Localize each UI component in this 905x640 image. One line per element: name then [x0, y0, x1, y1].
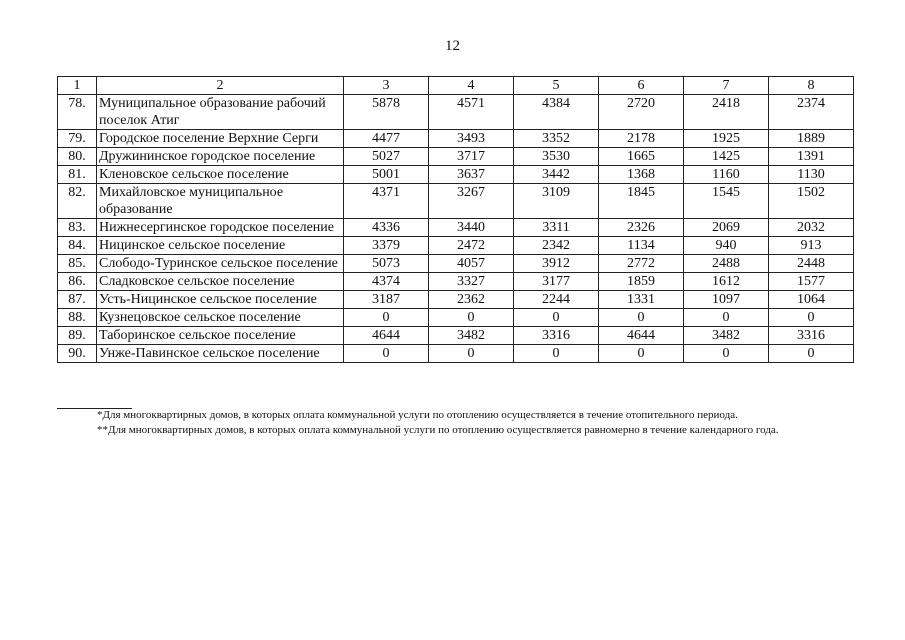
value-cell: 4571 [429, 95, 514, 130]
settlement-name: Михайловское муниципальное образование [97, 184, 344, 219]
table-row [58, 219, 854, 237]
table-row [58, 130, 854, 148]
value-cell: 3316 [769, 327, 854, 345]
value-cell: 1925 [684, 130, 769, 148]
settlement-name: Кузнецовское сельское поселение [97, 309, 344, 327]
value-cell: 2244 [514, 291, 599, 309]
value-cell: 5878 [344, 95, 429, 130]
value-cell: 1134 [599, 237, 684, 255]
value-cell: 0 [514, 309, 599, 327]
column-header: 1 [58, 77, 97, 95]
column-header: 4 [429, 77, 514, 95]
row-number: 89. [58, 327, 97, 345]
settlement-name: Унже-Павинское сельское поселение [97, 345, 344, 363]
value-cell: 4477 [344, 130, 429, 148]
settlement-name: Ницинское сельское поселение [97, 237, 344, 255]
page-number: 12 [445, 38, 460, 54]
value-cell: 0 [514, 345, 599, 363]
settlement-name: Кленовское сельское поселение [97, 166, 344, 184]
value-cell: 3267 [429, 184, 514, 219]
row-number: 90. [58, 345, 97, 363]
settlement-name: Городское поселение Верхние Серги [97, 130, 344, 148]
row-number: 78. [58, 95, 97, 130]
value-cell: 0 [769, 345, 854, 363]
row-number: 86. [58, 273, 97, 291]
column-header: 6 [599, 77, 684, 95]
tariff-table [57, 76, 854, 363]
table-row [58, 166, 854, 184]
value-cell: 2069 [684, 219, 769, 237]
value-cell: 0 [769, 309, 854, 327]
value-cell: 1845 [599, 184, 684, 219]
footnotes [57, 408, 843, 438]
row-number: 85. [58, 255, 97, 273]
value-cell: 1160 [684, 166, 769, 184]
value-cell: 3482 [429, 327, 514, 345]
value-cell: 2374 [769, 95, 854, 130]
row-number: 79. [58, 130, 97, 148]
value-cell: 4336 [344, 219, 429, 237]
row-number: 88. [58, 309, 97, 327]
value-cell: 1097 [684, 291, 769, 309]
value-cell: 4384 [514, 95, 599, 130]
value-cell: 3327 [429, 273, 514, 291]
value-cell: 3440 [429, 219, 514, 237]
value-cell: 4644 [344, 327, 429, 345]
value-cell: 1545 [684, 184, 769, 219]
value-cell: 3187 [344, 291, 429, 309]
settlement-name: Нижнесергинское городское поселение [97, 219, 344, 237]
value-cell: 3379 [344, 237, 429, 255]
value-cell: 1502 [769, 184, 854, 219]
row-number: 80. [58, 148, 97, 166]
table-header-row [58, 77, 854, 95]
value-cell: 2342 [514, 237, 599, 255]
value-cell: 2178 [599, 130, 684, 148]
table-row [58, 255, 854, 273]
settlement-name: Усть-Ницинское сельское поселение [97, 291, 344, 309]
column-header: 8 [769, 77, 854, 95]
value-cell: 1130 [769, 166, 854, 184]
value-cell: 2772 [599, 255, 684, 273]
value-cell: 913 [769, 237, 854, 255]
value-cell: 4374 [344, 273, 429, 291]
value-cell: 1665 [599, 148, 684, 166]
value-cell: 5073 [344, 255, 429, 273]
table-row [58, 327, 854, 345]
row-number: 83. [58, 219, 97, 237]
value-cell: 0 [684, 345, 769, 363]
row-number: 84. [58, 237, 97, 255]
settlement-name: Дружининское городское поселение [97, 148, 344, 166]
value-cell: 0 [599, 345, 684, 363]
column-header: 7 [684, 77, 769, 95]
column-header: 3 [344, 77, 429, 95]
settlement-name: Слободо-Туринское сельское поселение [97, 255, 344, 273]
value-cell: 3912 [514, 255, 599, 273]
value-cell: 0 [344, 309, 429, 327]
settlement-name: Таборинское сельское поселение [97, 327, 344, 345]
table-row [58, 309, 854, 327]
settlement-name: Сладковское сельское поселение [97, 273, 344, 291]
value-cell: 2472 [429, 237, 514, 255]
value-cell: 2720 [599, 95, 684, 130]
value-cell: 3109 [514, 184, 599, 219]
value-cell: 0 [599, 309, 684, 327]
value-cell: 3442 [514, 166, 599, 184]
value-cell: 1391 [769, 148, 854, 166]
value-cell: 1064 [769, 291, 854, 309]
value-cell: 0 [684, 309, 769, 327]
value-cell: 3316 [514, 327, 599, 345]
table-row [58, 291, 854, 309]
value-cell: 1859 [599, 273, 684, 291]
value-cell: 1368 [599, 166, 684, 184]
value-cell: 3717 [429, 148, 514, 166]
table-row [58, 148, 854, 166]
value-cell: 5001 [344, 166, 429, 184]
value-cell: 4057 [429, 255, 514, 273]
value-cell: 0 [429, 309, 514, 327]
value-cell: 4644 [599, 327, 684, 345]
column-header: 2 [97, 77, 344, 95]
row-number: 82. [58, 184, 97, 219]
settlement-name: Муниципальное образование рабочий поселок Атиг [97, 95, 344, 130]
value-cell: 1577 [769, 273, 854, 291]
value-cell: 5027 [344, 148, 429, 166]
value-cell: 1612 [684, 273, 769, 291]
table-row [58, 184, 854, 219]
footnote-1: *Для многоквартирных домов, в которых оплата коммунальной услуги по отоплению осуществляется в течение отопительного периода. [97, 409, 738, 421]
value-cell: 3482 [684, 327, 769, 345]
value-cell: 2418 [684, 95, 769, 130]
table-row [58, 237, 854, 255]
row-number: 87. [58, 291, 97, 309]
value-cell: 0 [344, 345, 429, 363]
value-cell: 3530 [514, 148, 599, 166]
value-cell: 3637 [429, 166, 514, 184]
value-cell: 1425 [684, 148, 769, 166]
value-cell: 1331 [599, 291, 684, 309]
table-row [58, 345, 854, 363]
value-cell: 3352 [514, 130, 599, 148]
column-header: 5 [514, 77, 599, 95]
value-cell: 2032 [769, 219, 854, 237]
value-cell: 2448 [769, 255, 854, 273]
value-cell: 2488 [684, 255, 769, 273]
value-cell: 2326 [599, 219, 684, 237]
value-cell: 940 [684, 237, 769, 255]
table-row [58, 273, 854, 291]
value-cell: 4371 [344, 184, 429, 219]
table-row [58, 95, 854, 130]
row-number: 81. [58, 166, 97, 184]
value-cell: 1889 [769, 130, 854, 148]
value-cell: 0 [429, 345, 514, 363]
value-cell: 3493 [429, 130, 514, 148]
footnote-2: **Для многоквартирных домов, в которых оплата коммунальной услуги по отоплению осуществляется равномерно в течение календарного года. [97, 424, 779, 436]
value-cell: 3311 [514, 219, 599, 237]
value-cell: 2362 [429, 291, 514, 309]
value-cell: 3177 [514, 273, 599, 291]
